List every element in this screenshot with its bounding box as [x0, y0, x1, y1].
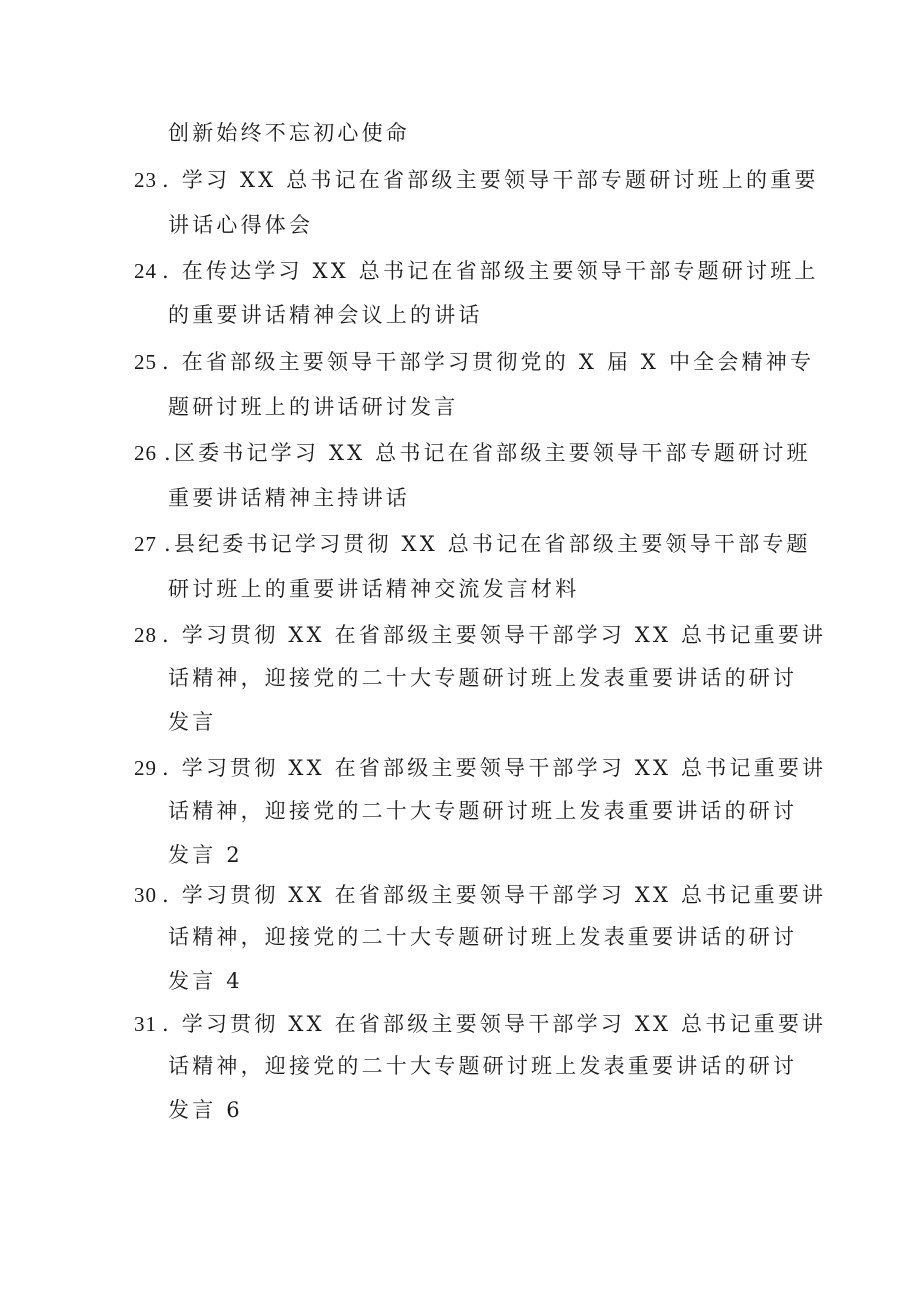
list-item-line: . 学习贯彻 XX 在省部级主要领导干部学习 XX 总书记重要讲: [162, 883, 827, 907]
list-item-line: 讲话心得体会: [168, 213, 314, 237]
list-item-number: 27: [134, 532, 157, 556]
list-item-line: .区委书记学习 XX 总书记在省部级主要领导干部专题研讨班: [164, 441, 811, 465]
list-item-number: 29: [134, 756, 157, 780]
list-item-number: 30: [134, 883, 157, 907]
list-item-line: 重要讲话精神主持讲话: [168, 486, 410, 510]
list-item-line: 发言 6: [168, 1098, 243, 1122]
list-item-number: 28: [134, 623, 157, 647]
list-item-line: . 学习贯彻 XX 在省部级主要领导干部学习 XX 总书记重要讲: [162, 623, 827, 647]
fragment-line: 创新始终不忘初心使命: [168, 121, 410, 145]
list-item-line: . 在传达学习 XX 总书记在省部级主要领导干部专题研讨班上: [162, 259, 819, 283]
list-item-number: 31: [134, 1012, 157, 1036]
list-item-line: . 学习 XX 总书记在省部级主要领导干部专题研讨班上的重要: [162, 168, 819, 192]
list-item-line: 话精神，迎接党的二十大专题研讨班上发表重要讲话的研讨: [168, 799, 798, 823]
list-item-line: 发言 2: [168, 843, 243, 867]
list-item-line: . 学习贯彻 XX 在省部级主要领导干部学习 XX 总书记重要讲: [162, 1012, 827, 1036]
list-item-line: . 在省部级主要领导干部学习贯彻党的 X 届 X 中全会精神专: [162, 350, 815, 374]
list-item-line: 话精神，迎接党的二十大专题研讨班上发表重要讲话的研讨: [168, 666, 798, 690]
list-item-number: 23: [134, 168, 157, 192]
list-item-number: 25: [134, 350, 157, 374]
list-item-line: 话精神，迎接党的二十大专题研讨班上发表重要讲话的研讨: [168, 1054, 798, 1078]
list-item-line: 题研讨班上的讲话研讨发言: [168, 395, 459, 419]
list-item-number: 26: [134, 441, 157, 465]
list-item-line: 发言: [168, 710, 217, 734]
list-item-line: 的重要讲话精神会议上的讲话: [168, 303, 483, 327]
list-item-number: 24: [134, 259, 157, 283]
list-item-line: .县纪委书记学习贯彻 XX 总书记在省部级主要领导干部专题: [164, 532, 811, 556]
list-item-line: . 学习贯彻 XX 在省部级主要领导干部学习 XX 总书记重要讲: [162, 756, 827, 780]
list-item-line: 话精神，迎接党的二十大专题研讨班上发表重要讲话的研讨: [168, 925, 798, 949]
list-item-line: 研讨班上的重要讲话精神交流发言材料: [168, 577, 580, 601]
list-item-line: 发言 4: [168, 969, 243, 993]
